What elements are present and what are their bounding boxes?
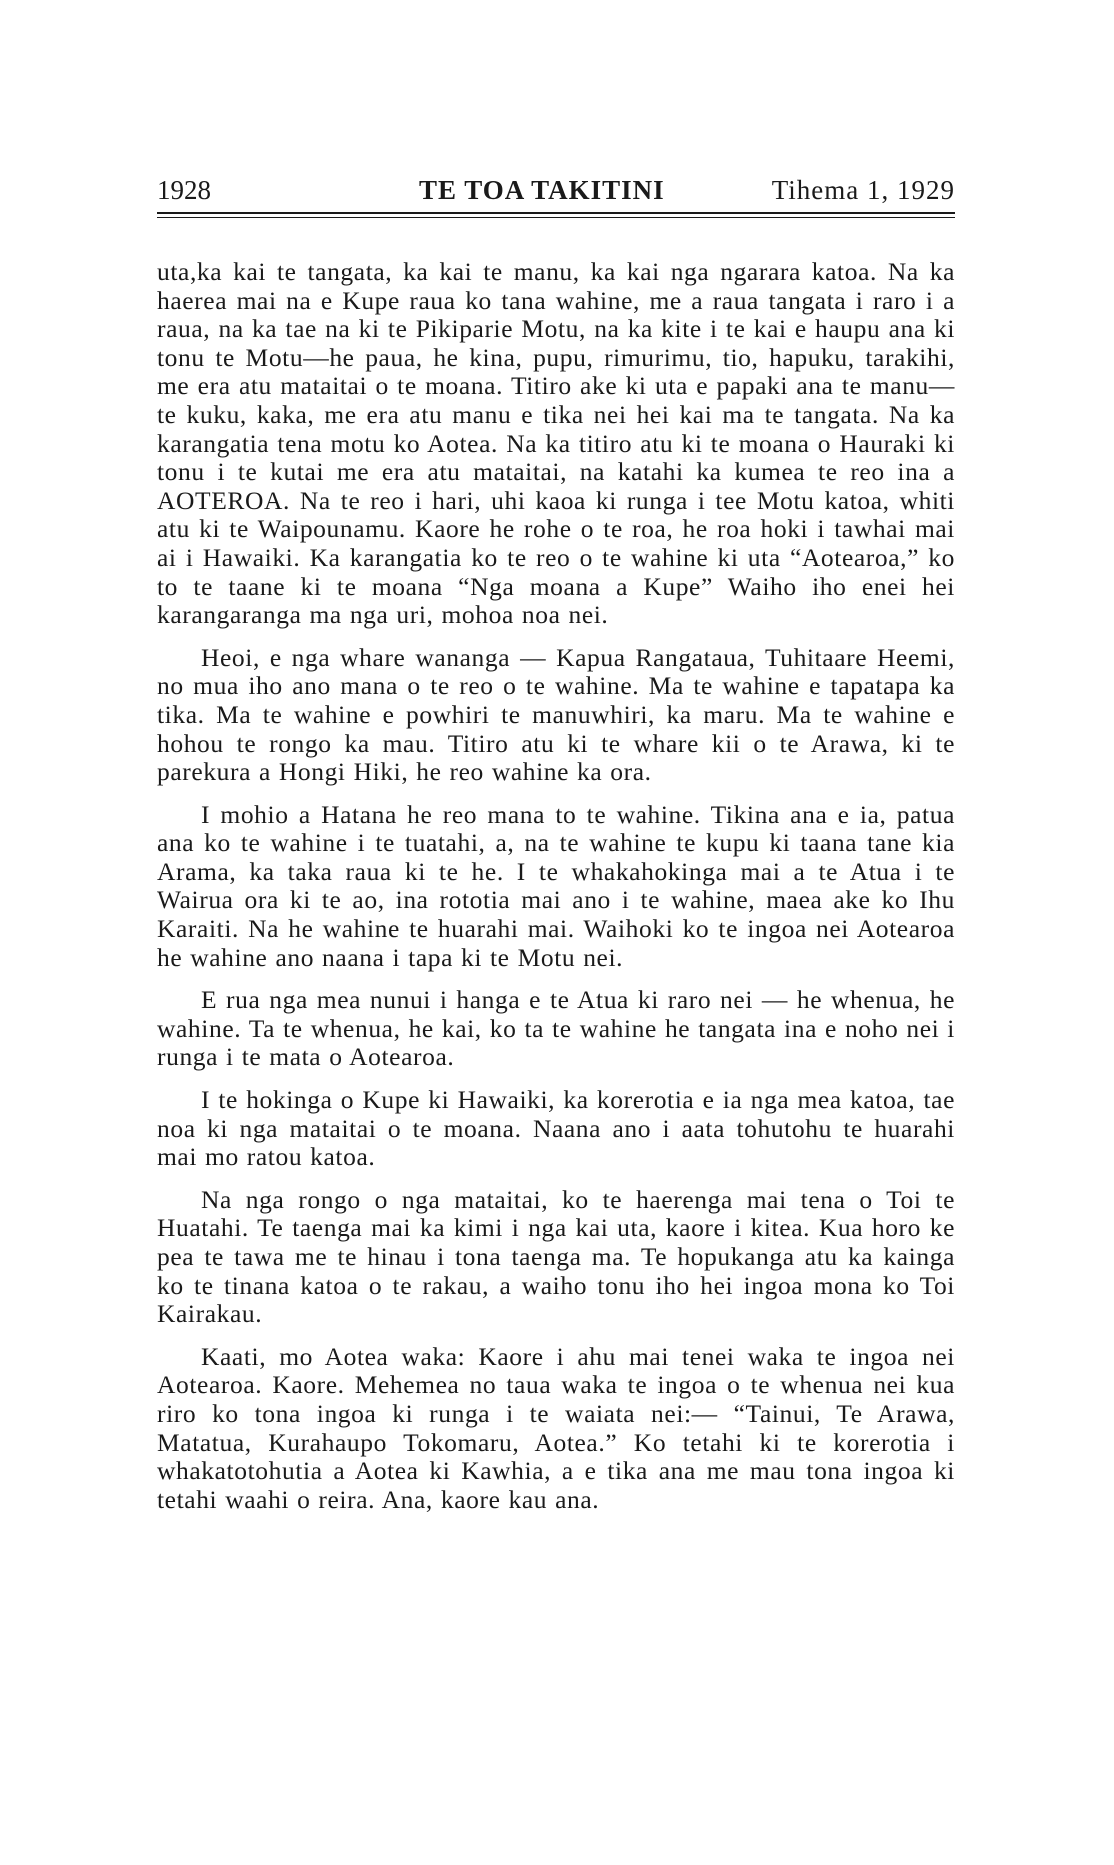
running-header (157, 170, 955, 210)
paragraph: I te hokinga o Kupe ki Hawaiki, ka korerotia e ia nga mea katoa, tae noa ki nga mataitai o te moana. Naana ano i aata tohutohu te huarahi mai mo ratou katoa. (157, 1085, 955, 1172)
paragraph: Na nga rongo o nga mataitai, ko te haerenga mai tena o Toi te Huatahi. Te taenga mai ka kimi i nga kai uta, kaore i kitea. Kua horo ke pea te tawa me te hinau i tona taenga ma. Te hopukanga atu ka kainga ko te tinana katoa o te rakau, a waiho tonu iho hei ingoa mona ko Toi Kairakau. (157, 1184, 955, 1329)
page-number: 1928 (157, 175, 211, 205)
paragraph: Heoi, e nga whare wananga — Kapua Rangataua, Tuhitaare Heemi, no mua iho ano mana o te reo o te wahine. Ma te wahine e tapatapa ka tika. Ma te wahine e powhiri te manuwhiri, ka maru. Ma te wahine e hohou te rongo ka mau. Titiro atu ki te whare kii o te Arawa, ki te parekura a Hongi Hiki, he reo wahine ka ora. (157, 642, 955, 787)
article-body (157, 258, 955, 1514)
paragraph: I mohio a Hatana he reo mana to te wahine. Tikina ana e ia, patua ana ko te wahine i te tuatahi, a, na te wahine te kupu ki taana tane kia Arama, ka taka raua ki te he. I te whakahokinga mai a te Atua i te Wairua ora ki te ao, ina rototia mai ano i te wahine, maea ake ko Ihu Karaiti. Na he wahine te huarahi mai. Waihoki ko te ingoa nei Aotearoa he wahine ano naana i tapa ki te Motu nei. (157, 799, 955, 972)
paragraph: Kaati, mo Aotea waka: Kaore i ahu mai tenei waka te ingoa nei Aotearoa. Kaore. Mehemea no taua waka te ingoa o te whenua nei kua riro ko tona ingoa ki runga i te waiata nei:— “Tainui, Te Arawa, Matatua, Kurahaupo Tokomaru, Aotea.” Ko tetahi ki te korerotia i whakatotohutia a Aotea ki Kawhia, a e tika ana me mau tona ingoa ki tetahi waahi o reira. Ana, kaore kau ana. (157, 1341, 955, 1514)
journal-page (157, 170, 955, 1528)
paragraph: uta,ka kai te tangata, ka kai te manu, ka kai nga ngarara katoa. Na ka haerea mai na e Kupe raua ko tana wahine, me a raua tangata i raro i a raua, na ka tae na ki te Pikiparie Motu, na ka kite i te kai e haupu ana ki tonu te Motu—he paua, he kina, pupu, rimurimu, tio, hapuku, tarakihi, me era atu mataitai o te moana. Titiro ake ki uta e papaki ana te manu—te kuku, kaka, me era atu manu e tika nei hei kai ma te tangata. Na ka karangatia tena motu ko Aotea. Na ka titiro atu ki te moana o Hauraki ki tonu i te kutai me era atu mataitai, na katahi ka kumea te reo ina a AOTEROA. Na te reo i hari, uhi kaoa ki runga i tee Motu katoa, whiti atu ki te Waipounamu. Kaore he rohe o te roa, he roa hoki i tawhai mai ai i Hawaiki. Ka karangatia ko te reo o te wahine ki uta “Aotearoa,” ko to te taane ki te moana “Nga moana a Kupe” Waiho iho enei hei karangaranga ma nga uri, mohoa noa nei. (157, 257, 955, 630)
issue-date: Tihema 1, 1929 (771, 175, 955, 205)
paragraph: E rua nga mea nunui i hanga e te Atua ki raro nei — he whenua, he wahine. Ta te whenua, he kai, ko ta te wahine he tangata ina e noho nei i runga i te mata o Aotearoa. (157, 985, 955, 1072)
header-rule-thick (157, 212, 955, 214)
header-rule-thin (157, 217, 955, 218)
publication-title: TE TOA TAKITINI (419, 175, 665, 205)
